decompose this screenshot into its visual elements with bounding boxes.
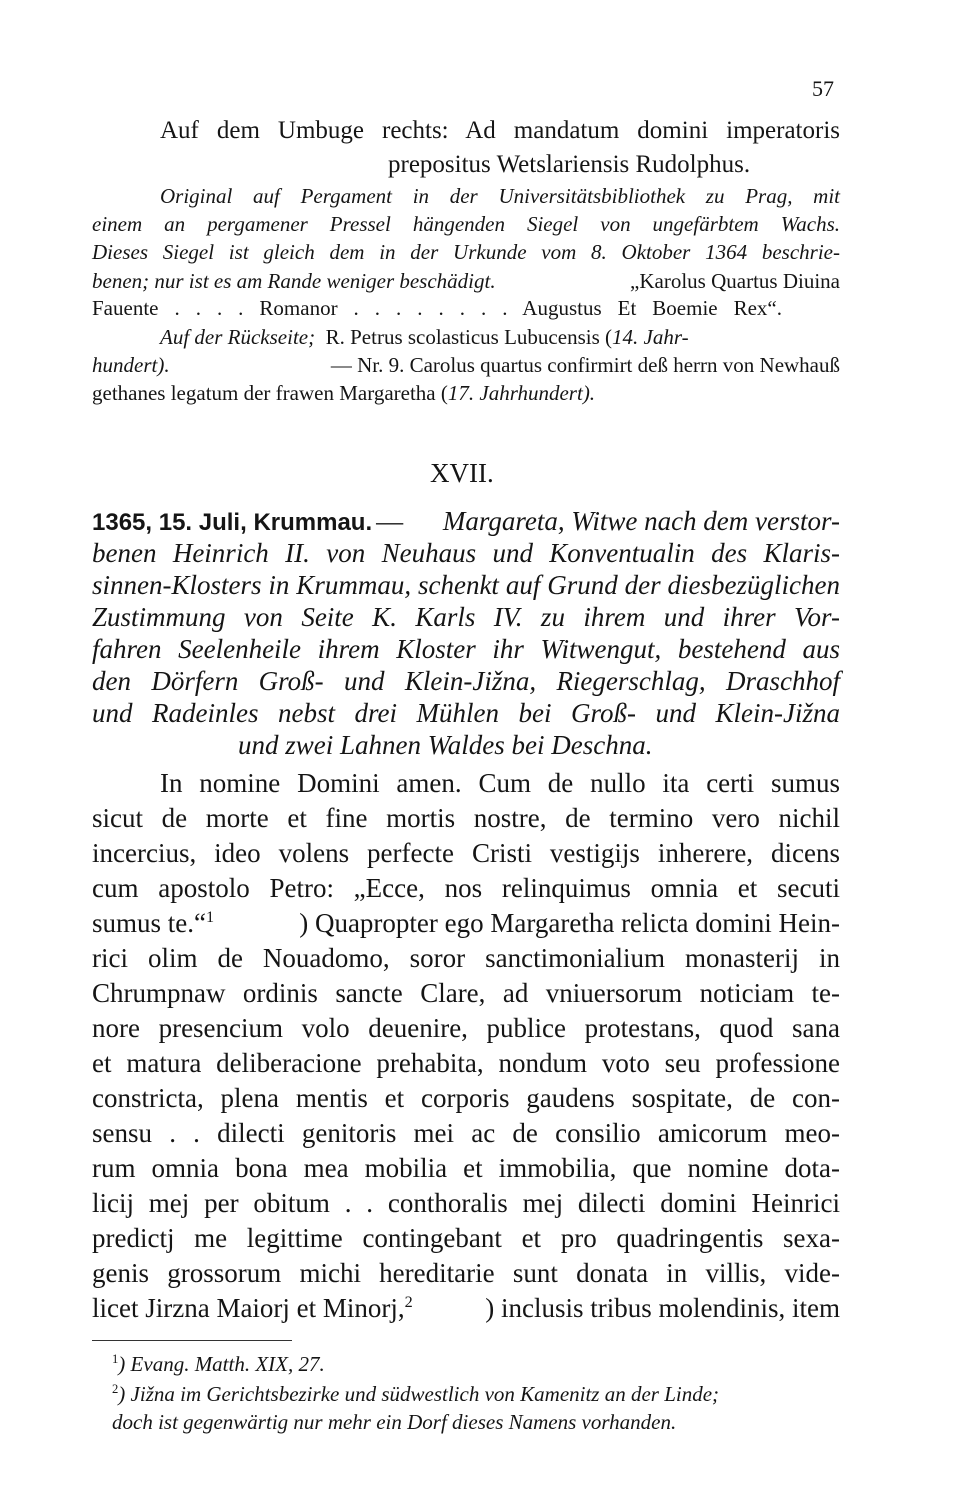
endorsement: gethanes legatum der frawen Margaretha ( [92,381,448,405]
footnote-number: 1 [112,1352,119,1366]
description-line [92,271,840,292]
description-line: einem an pergamener Pressel hängenden Siegel von ungefärbtem Wachs. [92,212,840,236]
text-line: rici olim de Nouadomo, soror sanctimonialium monasterij in [92,943,840,973]
text-line: genis grossorum michi hereditarie sunt donata in villis, vide- [92,1258,840,1288]
back-note-line: prepositus Wetslariensis Rudolphus. [388,151,751,178]
endorsement: — Nr. 9. Carolus quartus confirmirt deß herrn von Newhauß [330,353,840,377]
regest-text: Margareta, Witwe nach dem verstor- [442,506,840,536]
regest-line [92,508,840,535]
regest-line: fahren Seelenheile ihrem Kloster ihr Witwengut, bestehend aus [92,634,840,664]
description-text: hundert). [92,353,170,377]
regest-line: den Dörfern Groß- und Klein-Jižna, Riegerschlag, Draschhof [92,666,840,696]
regest-line: Zustimmung von Seite K. Karls IV. zu ihrem und ihrer Vor- [92,602,840,632]
text-line: predictj me legittime contingebant et pro quadringentis sexa- [92,1223,840,1253]
regest-line: und zwei Lahnen Waldes bei Deschna. [238,730,653,760]
description-line [92,355,840,376]
text-line: nore presencium volo deuenire, publice protestans, quod sana [92,1013,840,1043]
description-line [160,327,840,348]
description-text: 17. Jahrhundert). [447,381,596,405]
regest-line: benen Heinrich II. von Neuhaus und Konventualin des Klaris- [92,538,840,568]
text-line: licij mej per obitum . . conthoralis mej dilecti domini Heinrici [92,1188,840,1218]
footnote [112,1384,840,1405]
regest-line: sinnen-Klosters in Krummau, schenkt auf Grund der diesbezüglichen [92,570,840,600]
description-line: Dieses Siegel ist gleich dem in der Urkunde vom 8. Oktober 1364 beschrie- [92,240,840,264]
footnote-marker: 1 [206,908,215,926]
text-fragment: licet Jirzna Maiorj et Minorj, [92,1293,405,1323]
regest-dash: — [376,506,404,536]
description-line: Original auf Pergament in der Universitätsbibliothek zu Prag, mit [160,184,840,208]
text-line: incercius, ideo volens perfecte Cristi vestigijs inherere, dicens [92,838,840,868]
text-fragment: ) inclusis tribus molendinis, item [485,1293,840,1323]
footnote [112,1354,325,1375]
footnote-separator [92,1340,292,1341]
regest-date-place: 1365, 15. Juli, Krummau. [92,509,373,536]
text-line: constricta, plena mentis et corporis gaudens sospitate, de con- [92,1083,840,1113]
footnote-text: ) Jižna im Gerichtsbezirke und südwestlich von Kamenitz an der Linde; [118,1382,720,1406]
text-line [92,1295,840,1322]
text-fragment: sumus te.“ [92,908,206,938]
seal-legend-line: Fauente . . . . Romanor . . . . . . . . Augustus Et Boemie Rex“. [92,296,782,320]
footnote-text: ) Evang. Matth. XIX, 27. [118,1352,325,1376]
footnote-number: 2 [112,1382,119,1396]
page-number: 57 [812,76,834,101]
footnote-marker: 2 [404,1293,413,1311]
description-text: Auf der Rückseite; [160,325,316,349]
endorsement: R. Petrus scolasticus Lubucensis ( [325,325,612,349]
description-line [92,383,595,404]
description-text: benen; nur ist es am Rande weniger beschädigt. [92,269,496,293]
text-line: In nomine Domini amen. Cum de nullo ita certi sumus [160,768,840,798]
description-text: 14. Jahr- [612,325,689,349]
text-line: Chrumpnaw ordinis sancte Clare, ad vniuersorum noticiam te- [92,978,840,1008]
text-line: rum omnia bona mea mobilia et immobilia, que nomine dota- [92,1153,840,1183]
text-fragment: ) Quapropter ego Margaretha relicta domini Hein- [299,908,840,938]
footnote-line: doch ist gegenwärtig nur mehr ein Dorf dieses Namens vorhanden. [112,1410,677,1434]
text-line: sicut de morte et fine mortis nostre, de termino vero nichil [92,803,840,833]
text-line [92,910,840,937]
back-note-line: Auf dem Umbuge rechts: Ad mandatum domini imperatoris [160,117,840,144]
document-number: XVII. [430,458,494,488]
text-line: et matura deliberacione prehabita, nondum voto seu professione [92,1048,840,1078]
regest-line: und Radeinles nebst drei Mühlen bei Groß- und Klein-Jižna [92,698,840,728]
text-line: cum apostolo Petro: „Ecce, nos relinquimus omnia et secuti [92,873,840,903]
text-line: sensu . . dilecti genitoris mei ac de consilio amicorum meo- [92,1118,840,1148]
seal-legend: „Karolus Quartus Diuina [630,269,840,293]
